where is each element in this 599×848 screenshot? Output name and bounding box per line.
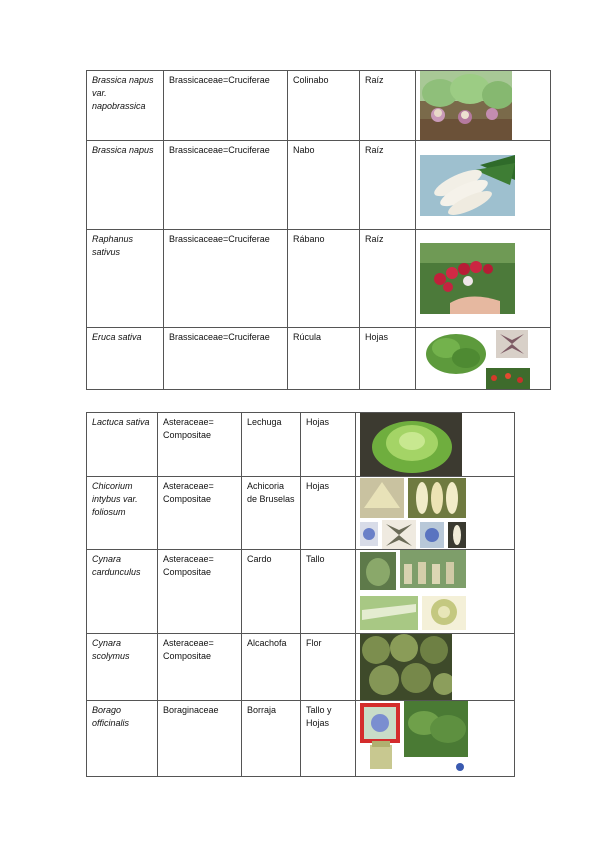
scientific-name: Chicorium intybus var. foliosum [87, 477, 158, 550]
edible-part: Hojas [301, 477, 356, 550]
scientific-name: Cynara scolymus [87, 634, 158, 701]
table-row [87, 477, 515, 550]
edible-part: Raíz [360, 230, 416, 328]
scientific-name: Borago officinalis [87, 701, 158, 777]
family-name: Brassicaceae=Cruciferae [164, 328, 288, 390]
family-name: Asteraceae= Compositae [158, 413, 242, 477]
scientific-name: Eruca sativa [87, 328, 164, 390]
common-name: Borraja [242, 701, 301, 777]
edible-part: Hojas [301, 413, 356, 477]
common-name: Alcachofa [242, 634, 301, 701]
table-row [87, 230, 551, 328]
edible-part: Flor [301, 634, 356, 701]
scientific-name: Brassica napus var. napobrassica [87, 71, 164, 141]
white-turnips-photo [416, 141, 551, 230]
table-row [87, 141, 551, 230]
artichokes-photo [356, 634, 515, 701]
crop-table-asteraceae [86, 412, 515, 777]
edible-part: Tallo [301, 550, 356, 634]
common-name: Rúcula [288, 328, 360, 390]
borage-collage-photo-image [360, 701, 468, 776]
crop-table-brassicaceae [86, 70, 551, 390]
edible-part: Raíz [360, 71, 416, 141]
lettuce-head-photo-image [360, 413, 462, 476]
common-name: Colinabo [288, 71, 360, 141]
common-name: Rábano [288, 230, 360, 328]
common-name: Nabo [288, 141, 360, 230]
red-radishes-photo-image [420, 243, 515, 314]
scientific-name: Lactuca sativa [87, 413, 158, 477]
borage-collage-photo [356, 701, 515, 777]
edible-part: Tallo y Hojas [301, 701, 356, 777]
table-row [87, 328, 551, 390]
table-row [87, 71, 551, 141]
white-turnips-photo-image [420, 155, 515, 216]
table-row [87, 701, 515, 777]
table-row [87, 413, 515, 477]
cardoon-collage-photo-image [360, 550, 466, 632]
scientific-name: Cynara cardunculus [87, 550, 158, 634]
arugula-collage-photo [416, 328, 551, 390]
common-name: Cardo [242, 550, 301, 634]
common-name: Lechuga [242, 413, 301, 477]
scientific-name: Raphanus sativus [87, 230, 164, 328]
scientific-name: Brassica napus [87, 141, 164, 230]
endive-collage-photo-image [360, 478, 466, 550]
family-name: Asteraceae= Compositae [158, 550, 242, 634]
edible-part: Hojas [360, 328, 416, 390]
rutabaga-field-photo-image [420, 71, 512, 140]
cardoon-collage-photo [356, 550, 515, 634]
family-name: Boraginaceae [158, 701, 242, 777]
rutabaga-field-photo [416, 71, 551, 141]
family-name: Brassicaceae=Cruciferae [164, 141, 288, 230]
common-name: Achicoria de Bruselas [242, 477, 301, 550]
red-radishes-photo [416, 230, 551, 328]
arugula-collage-photo-image [420, 328, 532, 389]
edible-part: Raíz [360, 141, 416, 230]
family-name: Brassicaceae=Cruciferae [164, 230, 288, 328]
family-name: Asteraceae= Compositae [158, 477, 242, 550]
family-name: Brassicaceae=Cruciferae [164, 71, 288, 141]
lettuce-head-photo [356, 413, 515, 477]
table-row [87, 550, 515, 634]
endive-collage-photo [356, 477, 515, 550]
artichokes-photo-image [360, 634, 452, 700]
family-name: Asteraceae= Compositae [158, 634, 242, 701]
table-row [87, 634, 515, 701]
